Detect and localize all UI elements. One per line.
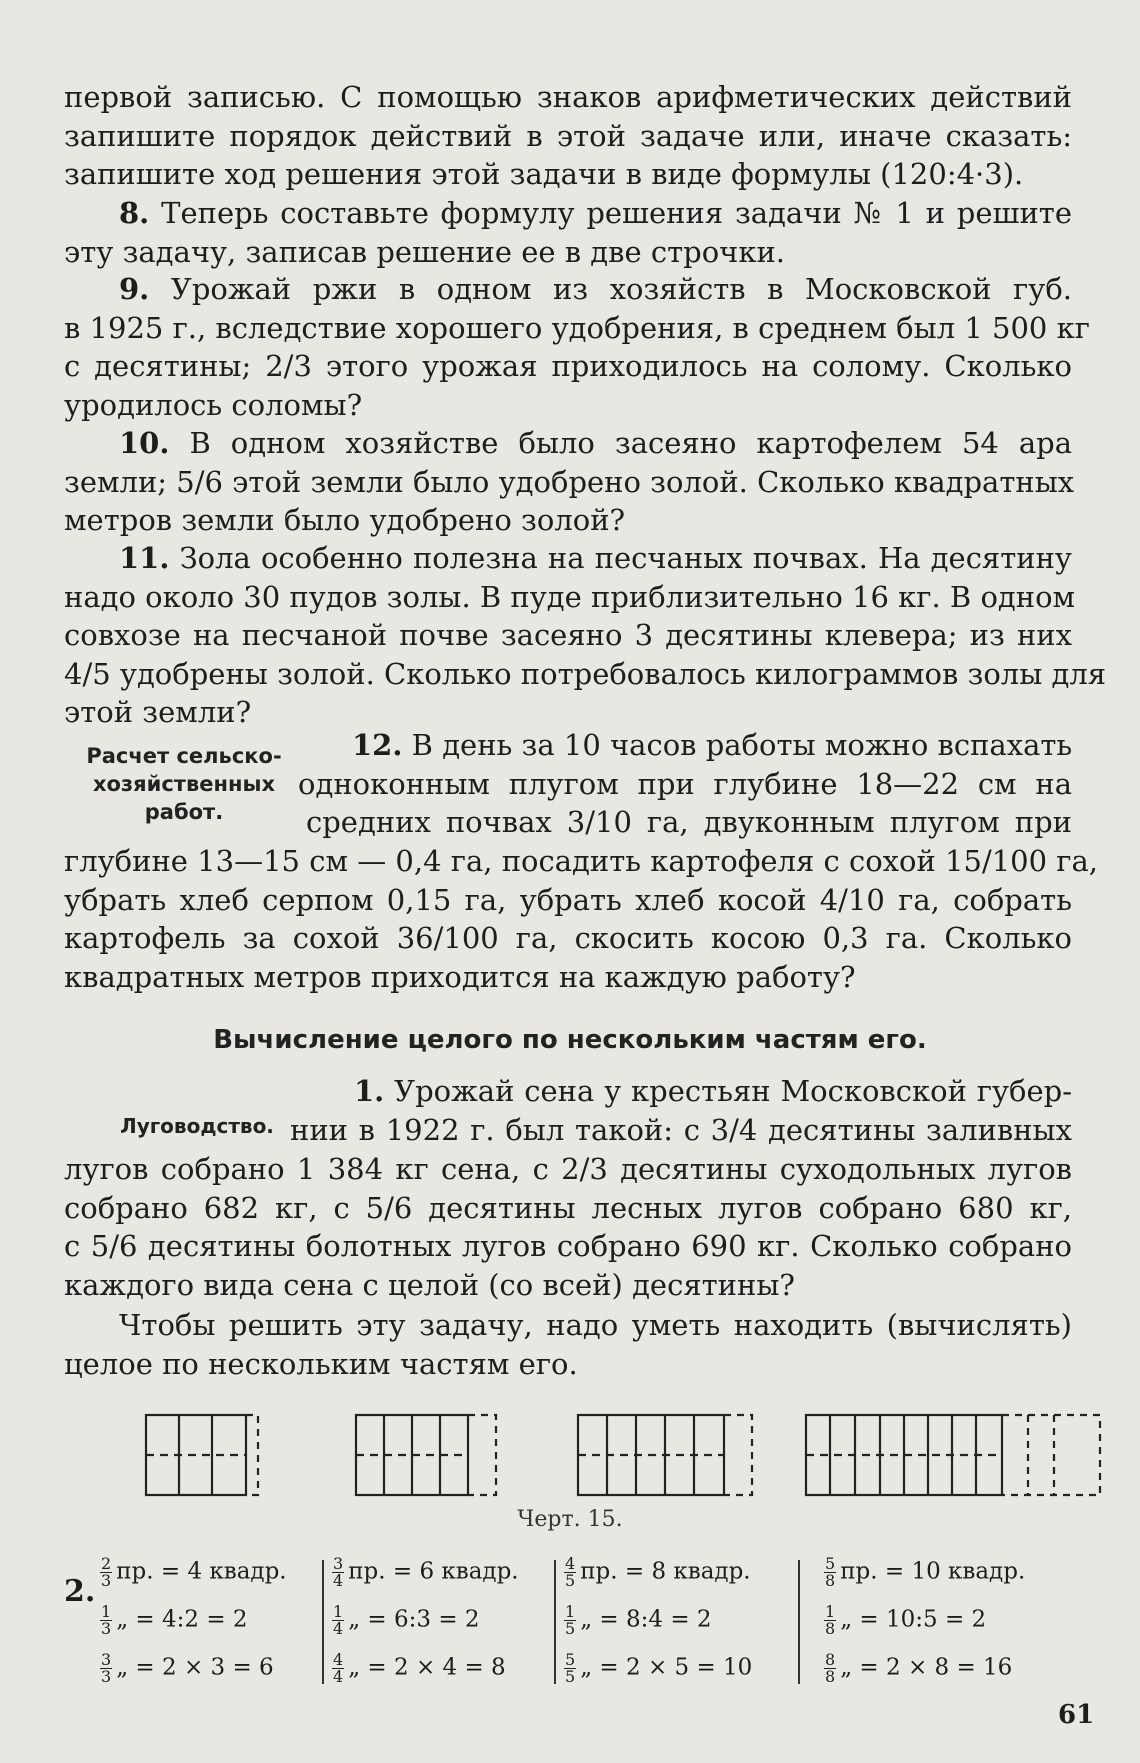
fig-4-5 (578, 1415, 752, 1495)
column-divider (554, 1560, 556, 1684)
page-number: 61 (1058, 1700, 1095, 1730)
problem-number: 2. (64, 1574, 96, 1609)
fraction (332, 1604, 344, 1637)
text-line: целое по нескольким частям его. (64, 1346, 578, 1381)
text-line: квадратных метров приходится на каждую работу? (64, 959, 856, 994)
problem-number: 9. (119, 272, 150, 306)
text-line: уродилось соломы? (64, 387, 363, 422)
fig-2-3 (146, 1415, 258, 1495)
denominator: 5 (565, 1619, 576, 1638)
figure-caption: Черт. 15. (517, 1507, 623, 1532)
fraction (100, 1652, 112, 1685)
numerator: 3 (333, 1554, 344, 1573)
text-line: Чтобы решить эту задачу, надо уметь находить (вычислять) (119, 1308, 1072, 1342)
text-line: с 5/6 десятины болотных лугов собрано 690 кг. Сколько собрано (64, 1229, 1072, 1263)
problem-number: 11. (119, 541, 170, 575)
numerator: 2 (101, 1554, 112, 1573)
denominator: 8 (825, 1571, 836, 1590)
section1-indented (290, 1072, 1072, 1149)
text-line: Урожай сена у крестьян Московской губер- (394, 1074, 1073, 1108)
problem-number: 12. (352, 728, 403, 762)
numerator: 1 (565, 1602, 576, 1621)
text-line: в 1925 г., вследствие хорошего удобрения, в среднем был 1 500 кг (64, 310, 1090, 345)
table-cell: „ = 2 × 8 = 16 (840, 1654, 1013, 1681)
text-line: надо около 30 пудов золы. В пуде приблизительно 16 кг. В одном (64, 579, 1076, 614)
problem-8 (64, 194, 1072, 271)
text-line: этой земли? (64, 695, 252, 729)
problem-12-indented (298, 726, 1072, 842)
denominator: 4 (333, 1571, 344, 1590)
table-column (100, 1552, 360, 1692)
fraction (564, 1604, 576, 1637)
text-line: убрать хлеб серпом 0,15 га, убрать хлеб косой 4/10 га, собрать (64, 882, 1072, 917)
table-cell: „ = 8:4 = 2 (580, 1606, 712, 1633)
text-line: запишите порядок действий в этой задаче или, иначе сказать: (64, 118, 1072, 153)
fraction (824, 1604, 836, 1637)
text-line: первой записью. С помощью знаков арифметических действий (64, 80, 1072, 114)
text-line: средних почвах 3/10 га, двуконным плугом при (306, 805, 1072, 839)
numerator: 1 (333, 1602, 344, 1621)
problem-number: 8. (119, 196, 150, 230)
numerator: 8 (825, 1650, 836, 1669)
table-cell: „ = 10:5 = 2 (840, 1606, 987, 1633)
fraction (332, 1556, 344, 1589)
numerator: 4 (565, 1554, 576, 1573)
text-line: одноконным плугом при глубине 18—22 см на (298, 766, 1072, 801)
section-heading: Вычисление целого по нескольким частям его. (213, 1025, 927, 1055)
text-line: земли; 5/6 этой земли было удобрено золой. Сколько квадратных (64, 464, 1075, 499)
denominator: 8 (825, 1619, 836, 1638)
table-cell: пр. = 8 квадр. (580, 1558, 751, 1585)
figure-15-diagram (140, 1405, 1120, 1505)
fraction-table (64, 1552, 1084, 1692)
fraction (564, 1652, 576, 1685)
denominator: 5 (565, 1571, 576, 1590)
fraction (824, 1556, 836, 1589)
numerator: 5 (825, 1554, 836, 1573)
table-column (564, 1552, 794, 1692)
problem-12-full (64, 842, 1098, 996)
table-cell: пр. = 10 квадр. (840, 1558, 1026, 1585)
column-divider (322, 1560, 324, 1684)
table-cell: „ = 4:2 = 2 (116, 1606, 248, 1633)
margin-note-line: хозяйственных (92, 772, 276, 796)
margin-note-line: работ. (144, 800, 224, 824)
denominator: 4 (333, 1619, 344, 1638)
text-line: В одном хозяйстве было засеяно картофелем 54 ара (189, 426, 1072, 460)
denominator: 3 (101, 1571, 112, 1590)
text-line: эту задачу, записав решение ее в две строчки. (64, 234, 786, 269)
numerator: 1 (101, 1602, 112, 1621)
section1-explanation (64, 1306, 1072, 1383)
text-line: 4/5 удобрены золой. Сколько потребовалось килограммов золы для (64, 656, 1107, 691)
text-line: метров земли было удобрено золой? (64, 503, 626, 537)
table-cell: „ = 2 × 5 = 10 (580, 1654, 753, 1681)
fraction (100, 1556, 112, 1589)
table-cell: „ = 6:3 = 2 (348, 1606, 480, 1633)
numerator: 5 (565, 1650, 576, 1669)
denominator: 8 (825, 1667, 836, 1686)
text-line: с десятины; 2/3 этого урожая приходилось на солому. Сколько (64, 349, 1072, 383)
numerator: 1 (825, 1602, 836, 1621)
numerator: 4 (333, 1650, 344, 1669)
problem-9 (64, 270, 1090, 424)
fraction (100, 1604, 112, 1637)
margin-note-meadow: Луговодство. (120, 1114, 274, 1138)
column-divider (798, 1560, 800, 1684)
table-column (824, 1552, 1084, 1692)
text-line: Урожай ржи в одном из хозяйств в Московской губ. (170, 272, 1072, 306)
table-cell: „ = 2 × 3 = 6 (116, 1654, 274, 1681)
fig-5-8 (806, 1415, 1100, 1495)
table-cell: пр. = 4 квадр. (116, 1558, 287, 1585)
paragraph-continuation (64, 78, 1072, 194)
fraction (332, 1652, 344, 1685)
problem-11 (64, 539, 1107, 732)
table-column (332, 1552, 562, 1692)
text-line: совхозе на песчаной почве засеяно 3 десятины клевера; из них (64, 618, 1072, 652)
margin-note-agriculture (78, 742, 290, 826)
fig-3-4 (356, 1415, 496, 1495)
problem-number: 10. (119, 426, 170, 460)
text-line: лугов собрано 1 384 кг сена, с 2/3 десятины суходольных лугов (64, 1152, 1072, 1186)
numerator: 3 (101, 1650, 112, 1669)
text-line: глубине 13—15 см — 0,4 га, посадить картофеля с сохой 15/100 га, (64, 844, 1098, 878)
text-line: картофель за сохой 36/100 га, скосить косою 0,3 га. Сколько (64, 921, 1072, 955)
text-line: Теперь составьте формулу решения задачи № 1 и решите (161, 196, 1072, 230)
section1-full (64, 1150, 1072, 1304)
problem-10 (64, 424, 1075, 540)
denominator: 3 (101, 1667, 112, 1686)
margin-note-line: Расчет сельско- (86, 744, 282, 768)
text-line: собрано 682 кг, с 5/6 десятины лесных лугов собрано 680 кг, (64, 1190, 1072, 1225)
denominator: 3 (101, 1619, 112, 1638)
denominator: 4 (333, 1667, 344, 1686)
fraction (564, 1556, 576, 1589)
text-line: нии в 1922 г. был такой: с 3/4 десятины заливных (290, 1112, 1072, 1147)
text-line: запишите ход решения этой задачи в виде формулы (120:4·3). (64, 157, 1024, 191)
fraction (824, 1652, 836, 1685)
denominator: 5 (565, 1667, 576, 1686)
text-line: В день за 10 часов работы можно вспахать (411, 728, 1073, 762)
table-cell: пр. = 6 квадр. (348, 1558, 519, 1585)
problem-number: 1. (354, 1074, 385, 1108)
text-line: Зола особенно полезна на песчаных почвах. На десятину (179, 541, 1072, 575)
table-cell: „ = 2 × 4 = 8 (348, 1654, 506, 1681)
text-line: каждого вида сена с целой (со всей) десятины? (64, 1267, 795, 1302)
